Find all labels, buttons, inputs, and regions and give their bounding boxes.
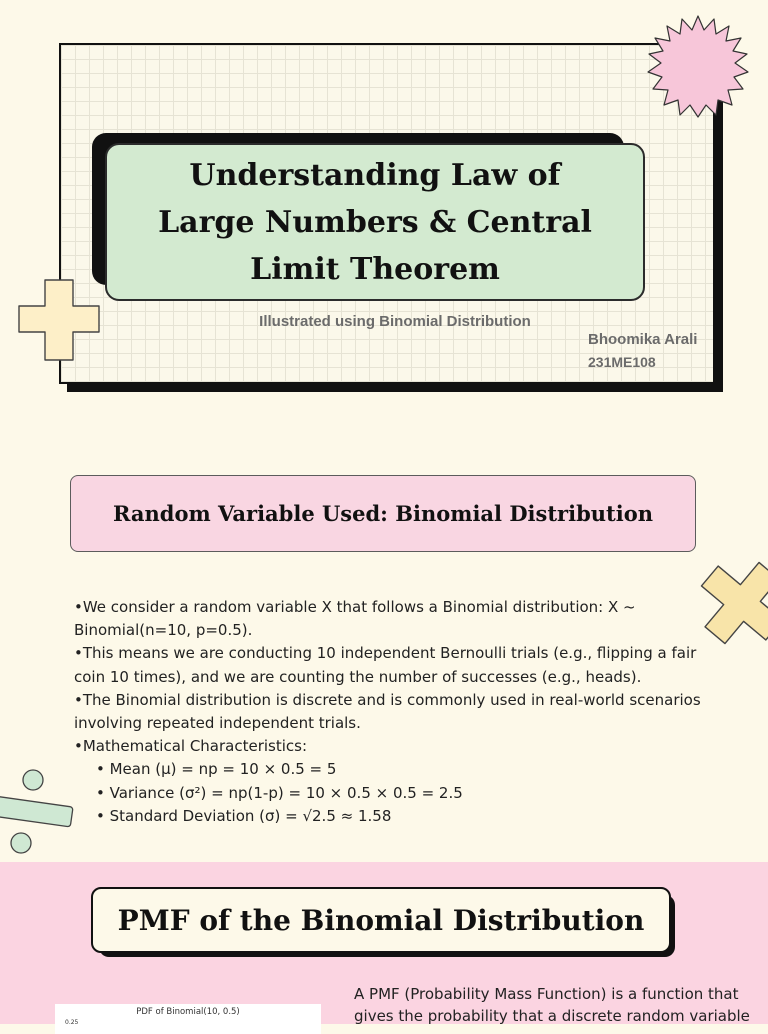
chart-tick-label: 0.25 <box>65 1019 79 1026</box>
pmf-chart-thumbnail <box>55 1004 321 1034</box>
page-title: Understanding Law of Large Numbers & Central Limit Theorem <box>158 157 592 287</box>
body-sub-item: • Standard Deviation (σ) = √2.5 ≈ 1.58 <box>96 806 392 825</box>
author-name: Bhoomika Arali <box>588 331 698 348</box>
pink-starburst-decoration <box>646 14 750 118</box>
body-line: •The Binomial distribution is discrete and is commonly used in real-world scenarios involving repeated independent trials. <box>74 690 701 733</box>
body-sub-item: • Mean (μ) = np = 10 × 0.5 = 5 <box>96 760 337 779</box>
body-line: •Mathematical Characteristics: <box>74 737 308 756</box>
cream-plus-decoration <box>17 278 101 362</box>
author-id: 231ME108 <box>588 354 656 370</box>
title-box <box>105 143 645 301</box>
section-heading: Random Variable Used: Binomial Distribution <box>113 501 653 526</box>
body-line: •This means we are conducting 10 independent Bernoulli trials (e.g., flipping a fair coin 10 times), and we are counting the number of successes (e.g., heads). <box>74 644 697 686</box>
body-sub-item: • Variance (σ²) = np(1-p) = 10 × 0.5 × 0.5 = 2.5 <box>96 783 463 802</box>
subtitle: Illustrated using Binomial Distribution <box>259 313 531 330</box>
pmf-heading: PMF of the Binomial Distribution <box>117 903 645 937</box>
mint-division-sign-decoration <box>0 766 76 858</box>
chart-title: PDF of Binomial(10, 0.5) <box>136 1007 240 1017</box>
yellow-x-decoration <box>700 560 768 646</box>
body-line: •We consider a random variable X that follows a Binomial distribution: X ~ Binomial(n=10, p=0.5). <box>74 598 636 640</box>
pmf-heading-box <box>91 887 671 953</box>
pmf-description: A PMF (Probability Mass Function) is a function that gives the probability that a discrete random variable <box>354 985 750 1025</box>
section-banner-random-variable <box>70 475 696 552</box>
section-body <box>74 596 704 828</box>
